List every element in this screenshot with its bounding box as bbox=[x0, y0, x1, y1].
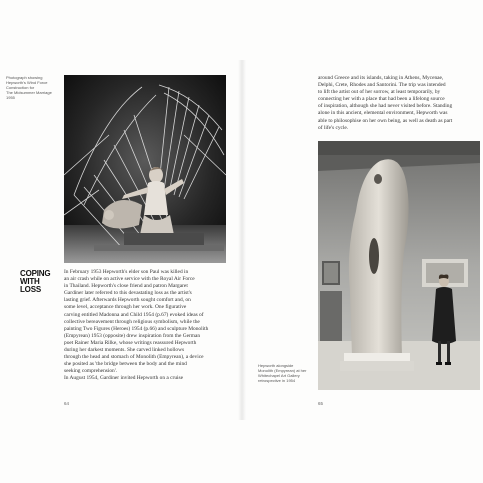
body-line: Delphi, Crete, Rhodes and Santorini. The trip was intended bbox=[318, 82, 446, 89]
caption-line: Monolith (Empyrean) at her bbox=[258, 368, 307, 373]
heading-line: COPING WITH bbox=[20, 269, 51, 286]
body-line: painting Two Figures (Heroes) 1954 (p.66) and sculpture Monolith bbox=[64, 325, 209, 332]
caption-line: The Midsummer Marriage bbox=[6, 90, 52, 95]
caption-line: Photograph showing bbox=[6, 75, 43, 80]
body-line: lasting grief. Afterwards Hepworth sought comfort and, on bbox=[64, 297, 191, 304]
monolith-empyrean-photo bbox=[318, 141, 480, 390]
right-photo-caption bbox=[258, 363, 316, 383]
body-line: In February 1953 Hepworth's elder son Paul was killed in bbox=[64, 269, 189, 275]
left-photo-caption bbox=[6, 75, 60, 100]
right-page-number: 65 bbox=[318, 401, 324, 406]
body-line: Gardiner later referred to this devastating loss as the artist's bbox=[64, 290, 192, 297]
wind-force-construction-photo bbox=[64, 75, 226, 263]
body-line: of life's cycle. bbox=[318, 124, 349, 131]
caption-line: retrospective in 1954 bbox=[258, 378, 296, 383]
body-line: poet Rainer Maria Rilke, whose writings reassured Hepworth bbox=[64, 339, 197, 346]
body-line: alone in this ancient, elemental environment, Hepworth was bbox=[318, 110, 448, 117]
body-line: through the head and stomach of Monolith (Empyrean), a device bbox=[64, 354, 204, 361]
right-body-text bbox=[318, 75, 480, 132]
caption-line: Hepworth's Wind Force bbox=[6, 80, 48, 85]
caption-line: Construction for bbox=[6, 85, 35, 90]
body-line: of inspiration, although she had never visited before. Standing bbox=[318, 103, 453, 110]
body-line: carving entitled Madonna and Child 1954 (p.67) evoked ideas of bbox=[64, 311, 204, 318]
body-line: during her darkest moments. She carved linked hollows bbox=[64, 347, 185, 354]
body-line: seeking comprehension'. bbox=[64, 368, 118, 375]
body-line: she posited as 'the bridge between the body and the mind bbox=[64, 361, 187, 368]
body-line: around Greece and its islands, taking in Athens, Mycenae, bbox=[318, 75, 444, 81]
body-line: in Thailand. Hepworth's close friend and patron Margaret bbox=[64, 283, 188, 290]
heading-line: LOSS bbox=[20, 285, 41, 294]
body-line: some level, acceptance through her work. One figurative bbox=[64, 304, 187, 311]
left-page-number: 64 bbox=[64, 401, 70, 406]
body-line: In August 1954, Gardiner invited Hepworth on a cruise bbox=[64, 375, 184, 382]
photo-image bbox=[64, 75, 226, 263]
caption-line: 1955 bbox=[6, 95, 15, 100]
body-line: an air crash while on active service with the Royal Air Force bbox=[64, 276, 195, 283]
body-line: (Empyrean) 1953 (opposite) drew inspiration from the German bbox=[64, 332, 201, 339]
section-heading bbox=[20, 270, 60, 294]
body-line: to lift the artist out of her sorrow, at least temporarily, by bbox=[318, 89, 441, 96]
caption-line: Whitechapel Art Gallery bbox=[258, 373, 300, 378]
left-body-text bbox=[64, 269, 230, 383]
body-line: able to philosophise on her own being, as well as death as part bbox=[318, 117, 453, 124]
book-gutter bbox=[238, 60, 246, 420]
body-line: connecting her with a place that had been a lifelong source bbox=[318, 96, 445, 103]
photo-image bbox=[318, 141, 480, 390]
body-line: collective bereavement through religious symbolism, while the bbox=[64, 318, 200, 325]
caption-line: Hepworth alongside bbox=[258, 363, 294, 368]
